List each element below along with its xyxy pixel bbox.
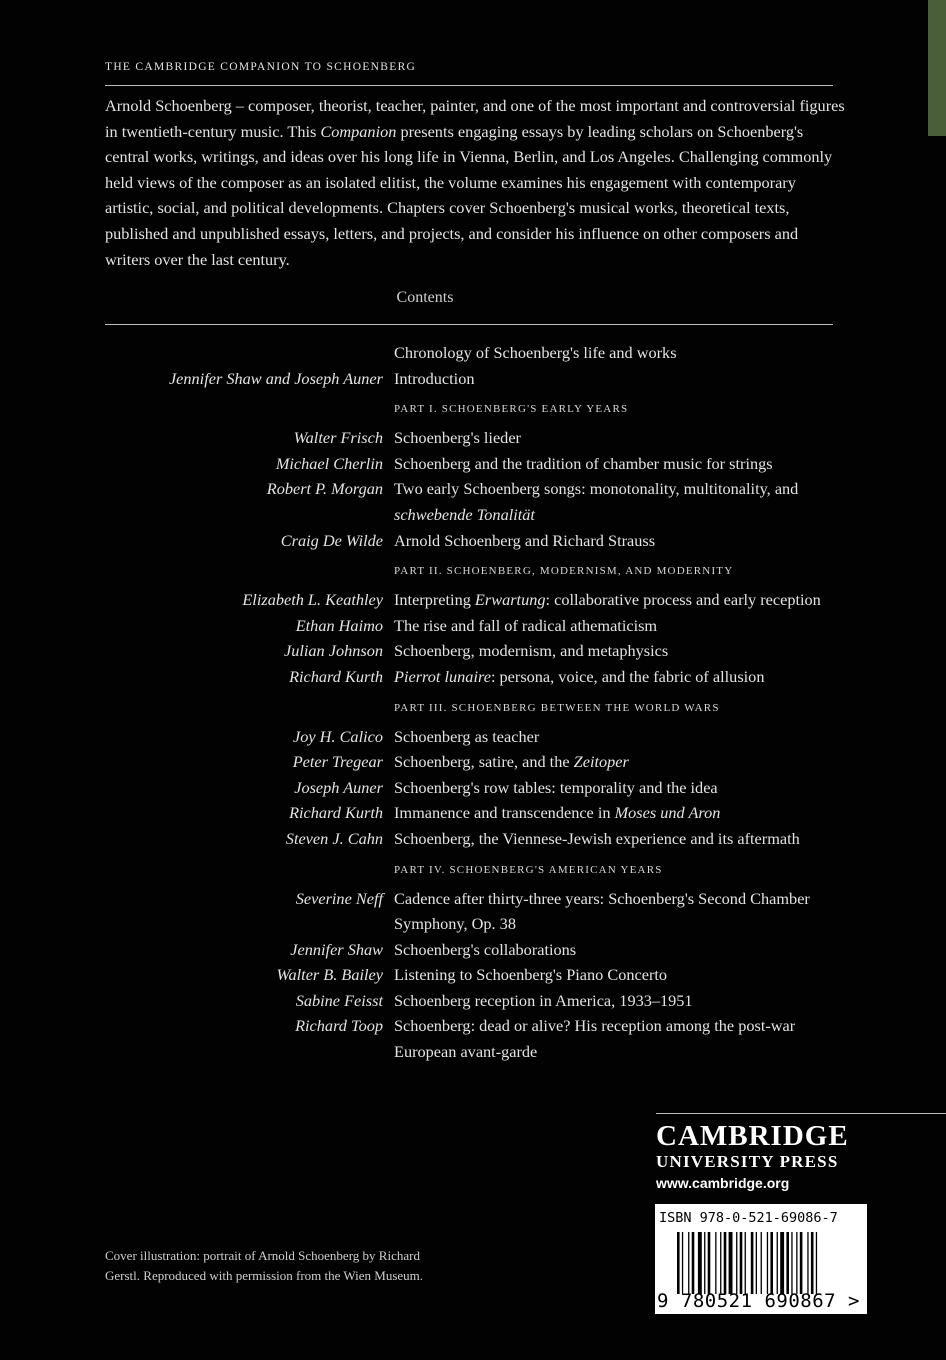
chapter-author [105, 340, 394, 366]
toc-entry [105, 451, 865, 477]
spine-color-strip [928, 0, 946, 136]
barcode-bar [688, 1232, 689, 1294]
text-segment: Schoenberg as teacher [394, 726, 540, 746]
chapter-author: Joseph Auner [294, 777, 383, 797]
text-segment: Interpreting [394, 590, 475, 610]
chapter-title [394, 587, 854, 613]
chapter-title [394, 775, 854, 801]
barcode-bar [698, 1232, 702, 1294]
toc-entry [105, 1013, 865, 1064]
barcode-bar [729, 1232, 733, 1294]
chapter-title [394, 724, 854, 750]
toc-entry [105, 749, 865, 775]
chapter-author: Walter B. Bailey [276, 965, 383, 985]
barcode-bar [751, 1232, 754, 1294]
barcode-bar [811, 1232, 814, 1294]
barcode-bar [770, 1232, 773, 1294]
toc-entry [105, 886, 865, 937]
barcode-bar [677, 1232, 680, 1294]
part-heading: PART I. SCHOENBERG'S EARLY YEARS [394, 403, 629, 416]
chapter-title [394, 937, 854, 963]
barcode-bar [720, 1232, 721, 1294]
toc-entry [105, 613, 865, 639]
text-segment: Schoenberg reception in America, 1933–1951 [394, 990, 693, 1010]
toc-entry [105, 425, 865, 451]
barcode-bar [736, 1232, 737, 1294]
text-segment: presents engaging essays by leading scholars on Schoenberg's central works, writings, and ideas over his long life in Vienna, Berlin, and Los Angeles. Challenging commonly held views of the composer as an isolated elitist, the volume examines his engagement with contemporary artistic, social, and political developments. Chapters cover Schoenberg's musical works, theoretical texts, published and unpublished essays, letters, and projects, and consider his influence on other composers and writers over the last century. [105, 121, 833, 269]
part-heading: PART III. SCHOENBERG BETWEEN THE WORLD WARS [394, 701, 720, 714]
text-segment: Moses und Aron [614, 803, 721, 823]
text-segment: : persona, voice, and the fabric of allusion [490, 666, 765, 686]
text-segment: Arnold Schoenberg and Richard Strauss [394, 530, 656, 550]
chapter-title [394, 340, 854, 366]
barcode-bar [777, 1232, 778, 1294]
toc-entry [105, 638, 865, 664]
barcode-bar [807, 1232, 808, 1294]
barcode-bar [692, 1232, 695, 1294]
barcode-bar [767, 1232, 768, 1294]
text-segment: Schoenberg, modernism, and metaphysics [394, 641, 669, 661]
barcode-bars [677, 1232, 867, 1294]
barcode-bar [756, 1232, 757, 1294]
chapter-author: Michael Cherlin [275, 453, 383, 473]
chapter-author: Craig De Wilde [280, 530, 383, 550]
chapter-title [394, 451, 854, 477]
text-segment: Listening to Schoenberg's Piano Concerto [394, 965, 668, 985]
chapter-title [394, 476, 854, 527]
chapter-author: Elizabeth L. Keathley [242, 590, 383, 610]
text-segment: Erwartung [474, 590, 546, 610]
text-segment: Schoenberg and the tradition of chamber music for strings [394, 453, 773, 473]
toc-entry [105, 826, 865, 852]
publisher-name: CAMBRIDGE [656, 1120, 849, 1152]
chapter-author: Ethan Haimo [295, 615, 383, 635]
text-segment: Zeitoper [573, 752, 629, 772]
chapter-title [394, 664, 854, 690]
toc-entry [105, 988, 865, 1014]
toc-entry [105, 528, 865, 554]
toc-entry [105, 937, 865, 963]
chapter-title [394, 528, 854, 554]
text-segment: Schoenberg: dead or alive? His reception among the post-war European avant-garde [394, 1016, 796, 1062]
toc-entry [105, 724, 865, 750]
part-heading: PART IV. SCHOENBERG'S AMERICAN YEARS [394, 863, 663, 876]
chapter-author: Jennifer Shaw [290, 939, 383, 959]
text-segment: Introduction [394, 368, 475, 388]
barcode-bar [800, 1232, 803, 1294]
chapter-title [394, 962, 854, 988]
barcode-bar [682, 1232, 683, 1294]
chapter-title [394, 366, 854, 392]
text-segment: : collaborative process and early reception [545, 590, 821, 610]
text-segment: Schoenberg, the Viennese-Jewish experience and its aftermath [394, 828, 800, 848]
text-segment: Schoenberg, satire, and the [394, 752, 574, 772]
barcode-bar [704, 1232, 705, 1294]
chapter-author: Peter Tregear [292, 752, 383, 772]
text-segment: Cadence after thirty-three years: Schoenberg's Second Chamber Symphony, Op. 38 [394, 888, 810, 934]
barcode-bar [786, 1232, 789, 1294]
barcode-bar [791, 1232, 792, 1294]
chapter-author: Richard Toop [295, 1016, 383, 1036]
barcode-bar [780, 1232, 784, 1294]
text-segment: The rise and fall of radical athematicism [394, 615, 658, 635]
series-title: THE CAMBRIDGE COMPANION TO SCHOENBERG [105, 61, 417, 73]
text-segment: Immanence and transcendence in [394, 803, 615, 823]
chapter-author: Robert P. Morgan [266, 479, 383, 499]
chapter-author: Jennifer Shaw and Joseph Auner [168, 368, 383, 388]
toc-entry [105, 476, 865, 527]
chapter-title [394, 613, 854, 639]
toc-entry [105, 587, 865, 613]
chapter-author: Steven J. Cahn [285, 828, 383, 848]
chapter-author: Walter Frisch [293, 428, 383, 448]
barcode-bar [796, 1232, 797, 1294]
barcode-number: 9 780521 690867 > [657, 1290, 860, 1312]
text-segment: Arnold Schoenberg – composer, theorist, teacher, painter, and one of the most important and controversial figures in twentieth-century music. This [105, 96, 845, 141]
chapter-title [394, 826, 854, 852]
text-segment: Companion [320, 121, 397, 141]
isbn: ISBN 978-0-521-69086-7 [659, 1210, 838, 1226]
part-heading: PART II. SCHOENBERG, MODERNISM, AND MODERNITY [394, 565, 734, 578]
toc-entry [105, 962, 865, 988]
barcode-bar [715, 1232, 716, 1294]
chapter-author: Sabine Feisst [295, 990, 383, 1010]
blurb [105, 93, 845, 272]
toc-entry [105, 775, 865, 801]
chapter-title [394, 749, 854, 775]
chapter-author: Severine Neff [295, 888, 383, 908]
chapter-title [394, 1013, 854, 1064]
publisher-url: www.cambridge.org [656, 1175, 790, 1191]
publisher-sub: UNIVERSITY PRESS [656, 1152, 839, 1171]
text-segment: schwebende Tonalität [394, 504, 535, 524]
barcode-bar [724, 1232, 727, 1294]
toc-entry [105, 366, 865, 392]
divider [105, 85, 833, 86]
table-of-contents [105, 340, 865, 1065]
text-segment: Two early Schoenberg songs: monotonality, multitonality, and [394, 479, 799, 499]
chapter-title [394, 638, 854, 664]
text-segment: Schoenberg's lieder [394, 428, 521, 448]
chapter-title [394, 988, 854, 1014]
chapter-author: Richard Kurth [289, 803, 383, 823]
barcode-bar [816, 1232, 817, 1294]
publisher-logo [656, 1112, 849, 1191]
cover-caption: Cover illustration: portrait of Arnold Schoenberg by Richard Gerstl. Reproduced with permission from the Wien Museum. [105, 1248, 424, 1283]
text-segment: Pierrot lunaire [394, 666, 491, 686]
chapter-title [394, 425, 854, 451]
chapter-title [394, 800, 854, 826]
chapter-author: Richard Kurth [289, 666, 383, 686]
toc-entry [105, 800, 865, 826]
text-segment: Schoenberg's collaborations [394, 939, 577, 959]
barcode-bar [708, 1232, 711, 1294]
toc-entry [105, 340, 865, 366]
barcode-bar [761, 1232, 762, 1294]
chapter-title [394, 886, 854, 937]
text-segment: Schoenberg's row tables: temporality and the idea [394, 777, 718, 797]
toc-entry [105, 664, 865, 690]
barcode-bar [740, 1232, 743, 1294]
divider [105, 324, 833, 325]
chapter-author: Joy H. Calico [293, 726, 383, 746]
text-segment: Chronology of Schoenberg's life and works [394, 343, 677, 362]
barcode [655, 1204, 867, 1314]
contents-heading: Contents [396, 289, 454, 306]
barcode-bar [745, 1232, 746, 1294]
chapter-author: Julian Johnson [283, 641, 383, 661]
